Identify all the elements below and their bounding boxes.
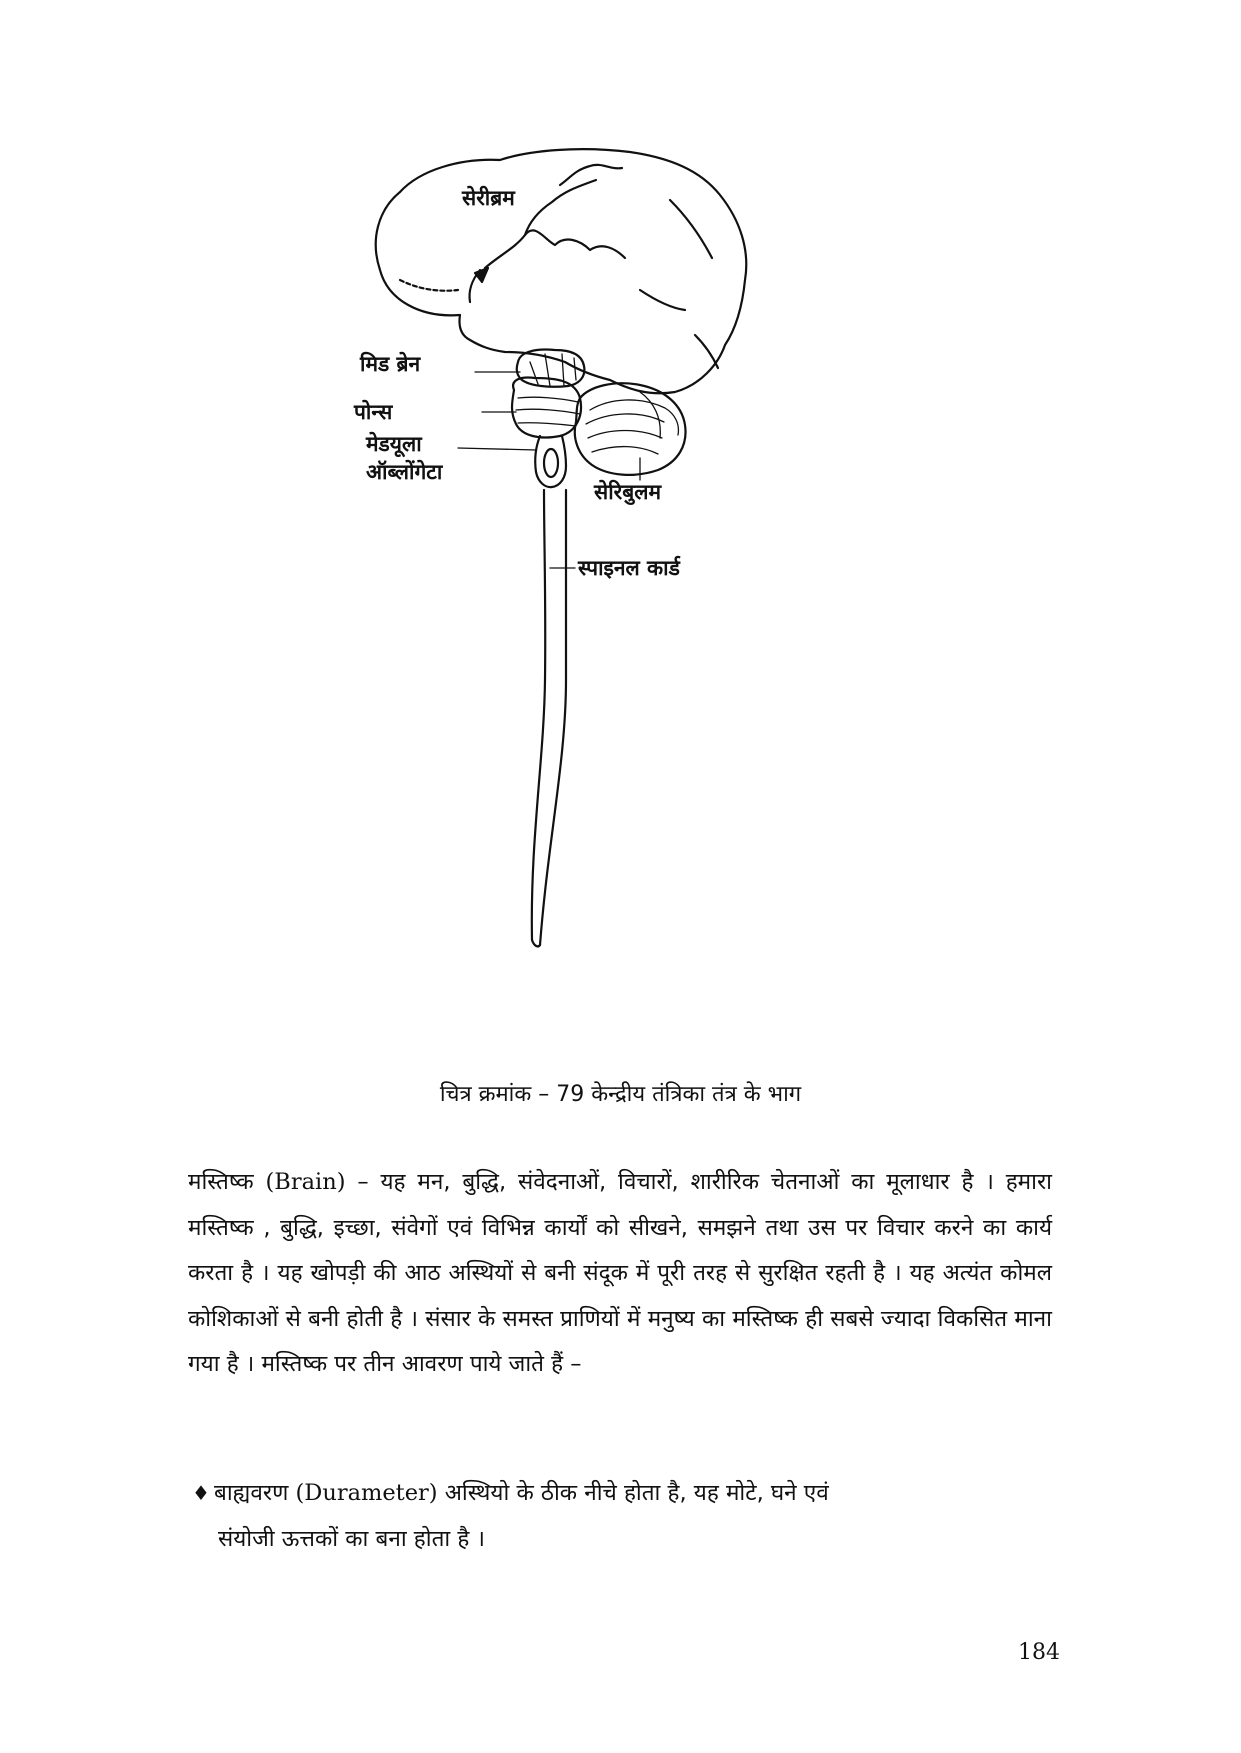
cerebrum-sulcus: [670, 200, 712, 258]
medulla-shape: [535, 436, 566, 487]
cerebrum-outline: [376, 149, 747, 393]
diamond-bullet-icon: ♦: [192, 1481, 210, 1505]
bullet-item: [192, 1470, 1052, 1562]
cerebrum-sulcus: [640, 290, 685, 310]
bullet-line2: संयोजी ऊत्तकों का बना होता है ।: [218, 1526, 486, 1552]
cerebrum-sulcus: [400, 280, 458, 291]
label-cerebellum: सेरिबुलम: [594, 480, 662, 504]
paragraph-english-term: (Brain): [265, 1169, 346, 1195]
paragraph-lead: मस्तिष्क: [188, 1169, 254, 1195]
pons-stripes: [516, 397, 580, 426]
bullet-lead: बाह्यवरण: [214, 1480, 289, 1506]
label-medulla-line2: ऑब्लोंगेटा: [366, 460, 443, 484]
figure-caption: चित्र क्रमांक – 79 केन्द्रीय तंत्रिका तंत्र के भाग: [439, 1082, 802, 1107]
bullet-line1-rest: अस्थियो के ठीक नीचे होता है, यह मोटे, घने एवं: [437, 1480, 829, 1506]
page-number: 184: [1018, 1640, 1060, 1665]
brain-spinal-cord-illustration: [340, 140, 760, 960]
label-midbrain: मिड ब्रेन: [360, 352, 421, 376]
label-cerebrum: सेरीब्रम: [462, 186, 515, 210]
label-spinal-cord: स्पाइनल कार्ड: [578, 556, 680, 580]
cerebrum-sulcus: [525, 180, 596, 235]
cerebrum-sulcus: [485, 230, 625, 268]
paragraph-body: – यह मन, बुद्धि, संवेदनाओं, विचारों, शारीरिक चेतनाओं का मूलाधार है । हमारा मस्तिष्क , बुद्धि, इच्छा, संवेगों एवं विभिन्न कार्यों को सीखने, समझने तथा उस पर विचार करने का कार्य करता है । यह खोपड़ी की आठ अस्थियों से बनी संदूक में पूरी तरह से सुरक्षित रहती है । यह अत्यंत कोमल कोशिकाओं से बनी होती है । संसार के समस्त प्राणियों में मनुष्य का मस्तिष्क ही सबसे ज्यादा विकसित माना गया है । मस्तिष्क पर तीन आवरण पाये जाते हैं –: [188, 1169, 1052, 1377]
cerebellum-folia: [586, 392, 678, 454]
cns-diagram: [340, 140, 760, 960]
spinal-cord-tip: [532, 940, 540, 946]
label-pons: पोन्स: [354, 400, 393, 424]
medulla-oval: [544, 449, 558, 477]
cerebellum-shape: [575, 383, 686, 475]
cerebrum-sulcus: [695, 335, 718, 368]
lateral-fissure: [475, 268, 488, 282]
label-medulla-line1: मेडयूला: [366, 432, 422, 456]
body-paragraph: [188, 1160, 1052, 1388]
bullet-english-term: (Durameter): [295, 1480, 438, 1506]
leader-medulla: [458, 448, 536, 450]
spinal-cord-left: [532, 490, 545, 940]
